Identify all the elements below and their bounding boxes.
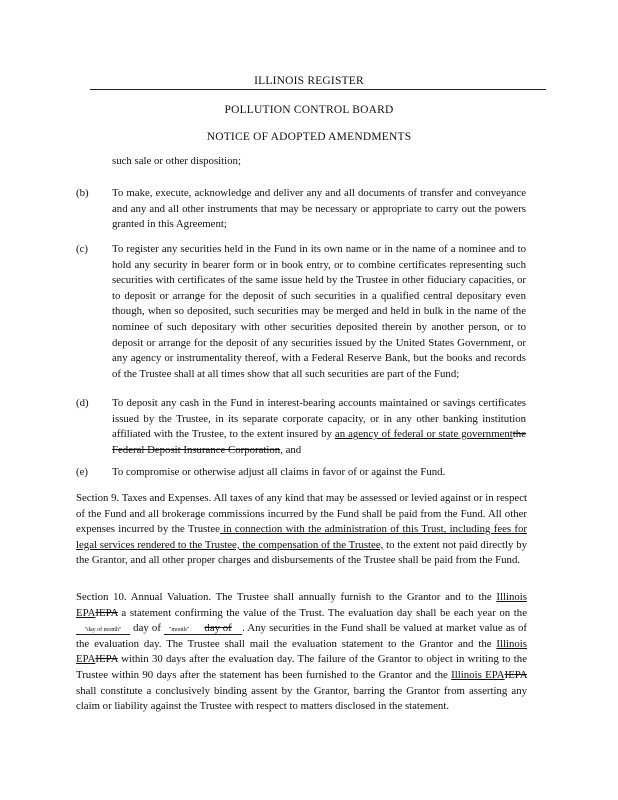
- section-9: [76, 491, 527, 569]
- register-title: ILLINOIS REGISTER: [254, 75, 364, 87]
- added-text: an agency of federal or state government: [334, 428, 513, 441]
- section-10: [76, 590, 527, 715]
- section-text: a statement confirming the value of the Trust. The evaluation day shall be each year on the: [117, 606, 527, 619]
- section-text: day of: [130, 622, 165, 635]
- deleted-blank: [194, 622, 242, 635]
- item-label: (e): [76, 466, 88, 478]
- item-text: [112, 396, 526, 458]
- item-text: To make, execute, acknowledge and deliver any and all documents of transfer and conveyance and any and all other instruments that may be necessary or appropriate to carry out the powers granted in this Agreement;: [112, 187, 526, 231]
- added-text: Illinois EPA: [76, 591, 527, 619]
- item-label: (b): [76, 187, 89, 199]
- list-item: [76, 465, 526, 481]
- section-text: within 30 days after the evaluation day. The failure of the Grantor to object in writing to the Trustee within 90 days after the statement has been furnished to the Grantor and the: [76, 653, 527, 681]
- item-text-part: To deposit any cash in the Fund in interest-bearing accounts maintained or savings certificates issued by the Trustee, in its separate corporate capacity, or in any other banking institution affiliated with the Trustee, to the extent insured by: [112, 397, 526, 441]
- continuation-text: such sale or other disposition;: [112, 155, 241, 167]
- item-text: To register any securities held in the Fund in its own name or in the name of a nominee and to hold any security in bearer form or in book entry, or to combine certificates representing such securities with certificates of the same issue held by the Trustee in other fiduciary capacities, or to deposit or arrange for the deposit of such securities in a qualified central depositary even though, when so deposited, such securities may be merged and held in bulk in the name of the nominee of such depositary with other securities deposited therein by another person, or to deposit or arrange for the deposit of any securities issued by the United States Government, or any agency or instrumentality thereof, with a Federal Reserve Bank, but the books and records of the Trustee shall at all times show that all such securities are part of the Fund;: [112, 243, 526, 380]
- deleted-text: day of: [204, 622, 232, 635]
- notice-title: NOTICE OF ADOPTED AMENDMENTS: [206, 131, 412, 143]
- added-text: Illinois EPA: [451, 668, 505, 681]
- list-item: [76, 242, 526, 382]
- board-title: POLLUTION CONTROL BOARD: [224, 104, 394, 116]
- section-text: shall constitute a conclusively binding assent by the Grantor, barring the Grantor from asserting any claim or liability against the Trustee with respect to matters disclosed in the statement.: [76, 684, 527, 713]
- header-rule: [90, 89, 546, 90]
- deleted-text: the Federal Deposit Insurance Corporation: [112, 428, 526, 456]
- list-item: [76, 396, 526, 458]
- day-blank: "day of month": [76, 626, 130, 635]
- added-text: Illinois EPA: [76, 637, 527, 666]
- deleted-text: IEPA: [504, 668, 527, 681]
- item-label: (c): [76, 243, 88, 255]
- section-text: to the extent not paid directly by the Grantor, and all other proper charges and disbursements of the Trustee shall be paid from the Fund.: [76, 538, 527, 567]
- section-text: Section 10. Annual Valuation. The Trustee shall annually furnish to the Grantor and to the: [76, 591, 497, 603]
- list-item: [76, 186, 526, 233]
- item-text: To compromise or otherwise adjust all claims in favor of or against the Fund.: [112, 466, 446, 478]
- section-text: Section 9. Taxes and Expenses. All taxes of any kind that may be assessed or levied against or in respect of the Fund and all brokerage commissions incurred by the Fund shall be paid from the Fund. All other expenses incurred by the Trustee: [76, 492, 527, 536]
- item-label: (d): [76, 397, 89, 409]
- deleted-text: IEPA: [95, 653, 118, 666]
- added-text: in connection with the administration of this Trust, including fees for legal services rendered to the Trustee, the compensation of the Trustee,: [76, 523, 528, 551]
- deleted-text: IEPA: [95, 606, 118, 619]
- section-text: . Any securities in the Fund shall be valued at market value as of the evaluation day. The Trustee shall mail the evaluation statement to the Grantor and the: [76, 622, 527, 650]
- item-text-part: , and: [280, 443, 302, 456]
- month-blank: "month": [164, 626, 194, 635]
